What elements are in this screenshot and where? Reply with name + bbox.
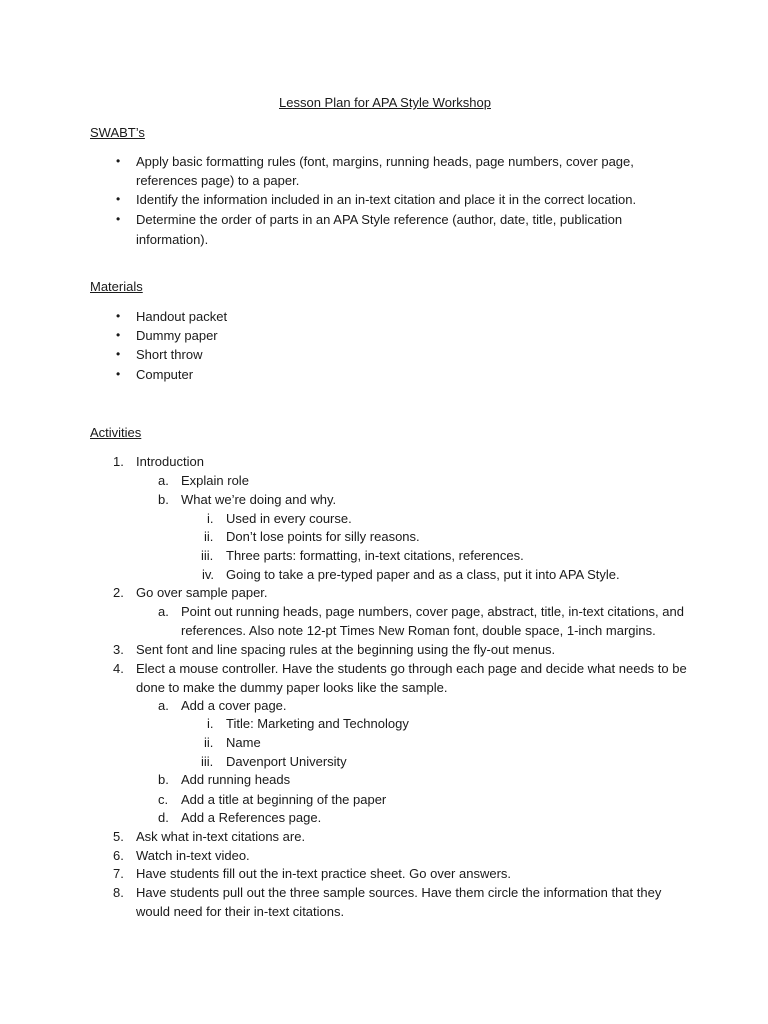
- list-marker: b.: [158, 492, 169, 507]
- swabt-item: Apply basic formatting rules (font, margins, running heads, page numbers, cover page,: [136, 154, 634, 169]
- activity-subitem: Add running heads: [181, 772, 291, 787]
- activity-item: Watch in-text video.: [136, 848, 250, 863]
- list-marker: iii.: [201, 754, 214, 769]
- activity-item: Have students fill out the in-text practice sheet. Go over answers.: [136, 866, 512, 881]
- activity-item-cont: done to make the dummy paper looks like the sample.: [136, 680, 448, 695]
- list-marker: 4.: [113, 661, 124, 676]
- activity-item: Introduction: [136, 454, 204, 469]
- bullet-icon: •: [116, 367, 121, 381]
- activity-subsubitem: Title: Marketing and Technology: [226, 716, 409, 731]
- swabt-item: Determine the order of parts in an APA Style reference (author, date, title, publication: [136, 212, 623, 227]
- list-marker: i.: [207, 511, 214, 526]
- activity-item: Have students pull out the three sample sources. Have them circle the information that they: [136, 885, 662, 900]
- list-marker: 1.: [113, 454, 124, 469]
- list-marker: 7.: [113, 866, 124, 881]
- list-marker: a.: [158, 604, 169, 619]
- list-marker: i.: [207, 716, 214, 731]
- activities-heading: Activities: [90, 425, 142, 440]
- activity-item: Go over sample paper.: [136, 585, 268, 600]
- list-marker: c.: [158, 792, 169, 807]
- activity-subsubitem: Name: [226, 735, 261, 750]
- list-marker: ii.: [204, 529, 214, 544]
- activity-subitem: Add a cover page.: [181, 698, 287, 713]
- list-marker: d.: [158, 810, 169, 825]
- list-marker: a.: [158, 473, 169, 488]
- bullet-icon: •: [116, 309, 121, 323]
- swabt-item-cont: information).: [136, 232, 209, 247]
- swabt-item-cont: references page) to a paper.: [136, 173, 300, 188]
- bullet-icon: •: [116, 328, 121, 342]
- activity-subsubitem: Davenport University: [226, 754, 347, 769]
- activity-item: Sent font and line spacing rules at the beginning using the fly-out menus.: [136, 642, 556, 657]
- list-marker: 8.: [113, 885, 124, 900]
- activity-subsubitem: Used in every course.: [226, 511, 352, 526]
- activity-subitem: Add a References page.: [181, 810, 322, 825]
- bullet-icon: •: [116, 347, 121, 361]
- swabt-item: Identify the information included in an in-text citation and place it in the correct location.: [136, 192, 637, 207]
- materials-item: Handout packet: [136, 309, 228, 324]
- activity-subsubitem: Going to take a pre-typed paper and as a class, put it into APA Style.: [226, 567, 620, 582]
- materials-item: Dummy paper: [136, 328, 218, 343]
- activity-subitem: Explain role: [181, 473, 249, 488]
- activity-subitem-cont: references. Also note 12-pt Times New Roman font, double space, 1-inch margins.: [181, 623, 656, 638]
- list-marker: iv.: [202, 567, 215, 582]
- bullet-icon: •: [116, 154, 121, 168]
- activity-subsubitem: Three parts: formatting, in-text citations, references.: [226, 548, 524, 563]
- list-marker: 3.: [113, 642, 124, 657]
- list-marker: 5.: [113, 829, 124, 844]
- activity-subsubitem: Don’t lose points for silly reasons.: [226, 529, 420, 544]
- list-marker: ii.: [204, 735, 214, 750]
- list-marker: 2.: [113, 585, 124, 600]
- swabts-heading: SWABT’s: [90, 125, 145, 140]
- materials-item: Computer: [136, 367, 194, 382]
- list-marker: 6.: [113, 848, 124, 863]
- page-title: Lesson Plan for APA Style Workshop: [279, 95, 491, 110]
- list-marker: iii.: [201, 548, 214, 563]
- activity-item: Elect a mouse controller. Have the students go through each page and decide what needs to be: [136, 661, 687, 676]
- activity-subitem: Add a title at beginning of the paper: [181, 792, 387, 807]
- activity-subitem: What we’re doing and why.: [181, 492, 337, 507]
- bullet-icon: •: [116, 192, 121, 206]
- activity-item-cont: would need for their in-text citations.: [136, 904, 345, 919]
- list-marker: b.: [158, 772, 169, 787]
- bullet-icon: •: [116, 212, 121, 226]
- list-marker: a.: [158, 698, 169, 713]
- activity-item: Ask what in-text citations are.: [136, 829, 306, 844]
- materials-item: Short throw: [136, 347, 203, 362]
- materials-heading: Materials: [90, 279, 143, 294]
- activity-subitem: Point out running heads, page numbers, cover page, abstract, title, in-text citations, and: [181, 604, 684, 619]
